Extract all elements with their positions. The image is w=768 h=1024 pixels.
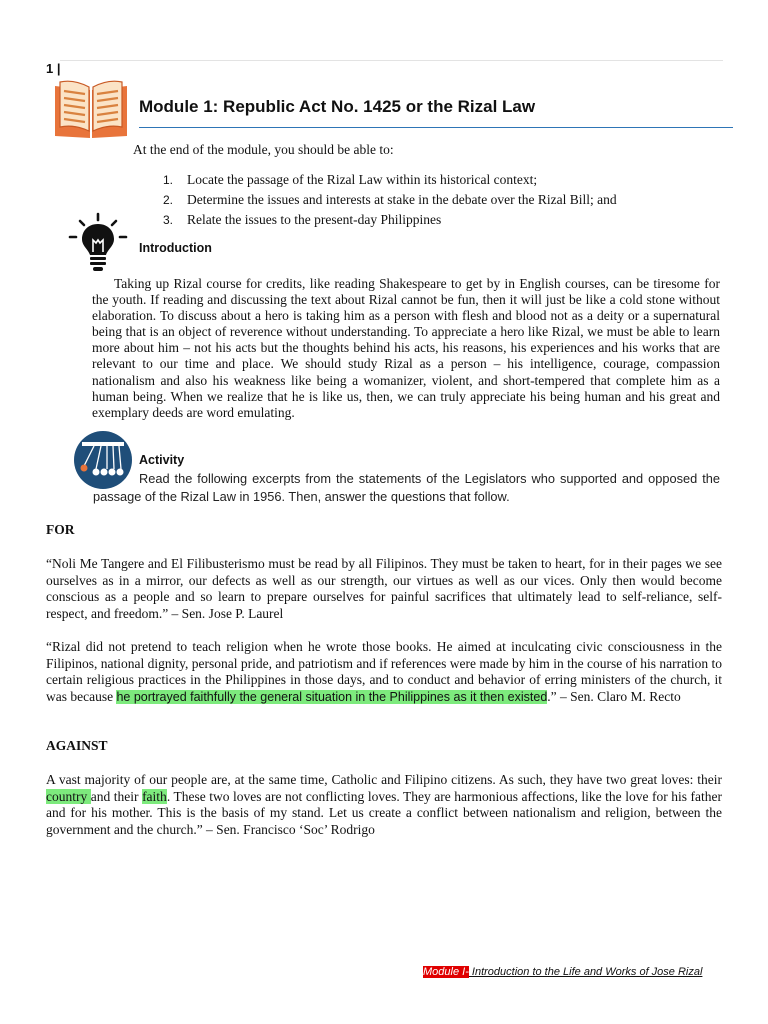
objective-number: 3. [163,213,174,227]
quote-rodrigo-text: . These two loves are not conflicting loves. They are harmonious affections, like the love for his father and for his mother. This is the basis of my stand. Let us create a conflict between nationalism and religion, between the government and the church.” – Sen. Francisco ‘Soc’ Rodrigo [46,788,722,837]
against-heading: AGAINST [46,738,108,753]
objective-number: 1. [163,173,174,187]
quote-recto-text: “Rizal did not pretend to teach religion when he wrote those books. He aimed at inculcating civic consciousness in the Filipinos, national dignity, personal pride, and patriotism and if references were made by him in the course of his narration to certain religious practices in the Philippines in those days, and to conduct and behavior of erring ministers of the church, it was because [46,639,722,704]
objective-number: 2. [163,193,174,207]
introduction-paragraph: Taking up Rizal course for credits, like reading Shakespeare to get by in English courses, can be tiresome for the youth. If reading and discussing the text about Rizal cannot be fun, then it will just be like a cold stone without elaboration. To discuss about a hero is taking him as a person with flesh and blood not as a deity or a supernatural being that is an object of reverence without understanding. To appreciate a hero like Rizal, we must be able to learn more about him – not his acts but the thoughts behind his acts, his reasons, his experiences and his works that are relevant to our time and place. We should study Rizal as a person – his intelligence, courage, compassion nationalism and also his weakness like being a womanizer, violent, and short-tempered that complete him as a human being. When we realize that he is like us, then, we can truly appreciate his being human and his great and exemplary deeds are word emulating. [92,276,720,420]
footer-module-label: Module I- [423,966,469,978]
objectives-intro: At the end of the module, you should be able to: [133,142,394,157]
objective-text: Relate the issues to the present-day Philippines [187,212,442,227]
activity-instructions: Read the following excerpts from the statements of the Legislators who supported and opposed the passage of the Rizal Law in 1956. Then, answer the questions that follow. [93,471,720,504]
objective-item [163,170,617,190]
page-number: 1 | [46,61,61,76]
objective-item [163,210,617,230]
lightbulb-icon [66,212,130,276]
header-rule [60,60,723,61]
quote-rodrigo-text: and their [90,788,143,804]
objective-text: Determine the issues and interests at stake in the debate over the Rizal Bill; and [187,192,617,207]
quote-rodrigo-text: A vast majority of our people are, at the same time, Catholic and Filipino citizens. As such, they have two great loves: their [46,772,722,787]
open-book-icon [52,78,130,138]
module-title: Module 1: Republic Act No. 1425 or the Rizal Law [139,97,536,116]
introduction-heading: Introduction [139,241,212,255]
highlighted-text: country [46,788,91,804]
objectives-list [163,170,617,230]
highlighted-text: he portrayed faithfully the general situation in the Philippines as it then existed [116,689,548,704]
page-footer [423,966,702,978]
title-underline [139,127,733,128]
quote-recto [46,639,722,705]
quote-recto-attribution: .” – Sen. Claro M. Recto [547,688,681,704]
activity-heading: Activity [139,453,185,467]
quote-rodrigo [46,772,722,838]
footer-course-title: Introduction to the Life and Works of Jose Rizal [468,966,703,978]
for-heading: FOR [46,522,75,537]
highlighted-text: faith [142,788,167,804]
quote-laurel: “Noli Me Tangere and El Filibusterismo must be read by all Filipinos. They must be taken to heart, for in their pages we see ourselves as in a mirror, our defects as well as our strength, our virtues as well as our vices. Only then would become conscious as a people and so learn to prepare ourselves for painful sacrifices that ultimately lead to self-reliance, self-respect, and freedom.” – Sen. Jose P. Laurel [46,556,722,621]
objective-text: Locate the passage of the Rizal Law within its historical context; [187,172,538,187]
objective-item [163,190,617,210]
